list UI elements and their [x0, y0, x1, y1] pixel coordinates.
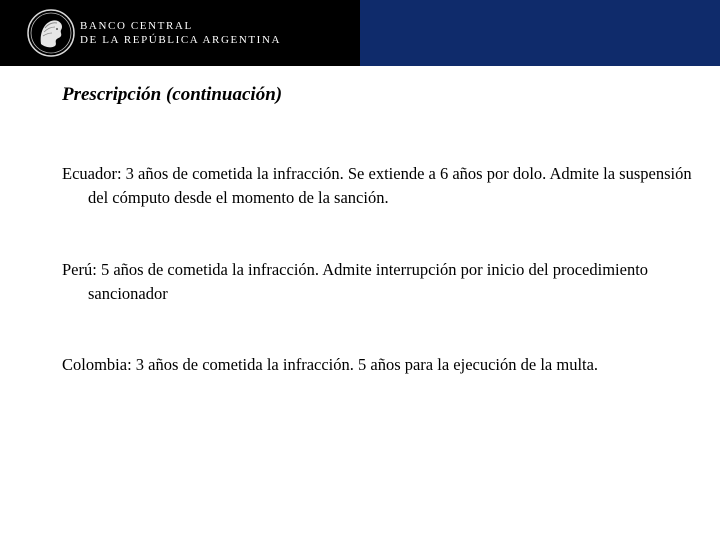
- effigy-medallion-icon: [26, 8, 76, 58]
- paragraph-ecuador: Ecuador: 3 años de cometida la infracción. Se extiende a 6 años por dolo. Admite la suspensión del cómputo desde el momento de la sanción.: [62, 164, 692, 207]
- paragraph-peru: Perú: 5 años de cometida la infracción. Admite interrupción por inicio del procedimiento sancionador: [62, 260, 649, 303]
- bank-name-line2: DE LA REPÚBLICA ARGENTINA: [80, 34, 282, 46]
- bank-name: [80, 19, 281, 47]
- paragraph-colombia: Colombia: 3 años de cometida la infracción. 5 años para la ejecución de la multa.: [62, 355, 599, 374]
- header-banner: [0, 0, 720, 66]
- page-title: Prescripción (continuación): [62, 84, 283, 105]
- header-right-band: [360, 0, 720, 66]
- bank-name-line1: BANCO CENTRAL: [80, 20, 193, 32]
- header-left-band: [0, 0, 360, 66]
